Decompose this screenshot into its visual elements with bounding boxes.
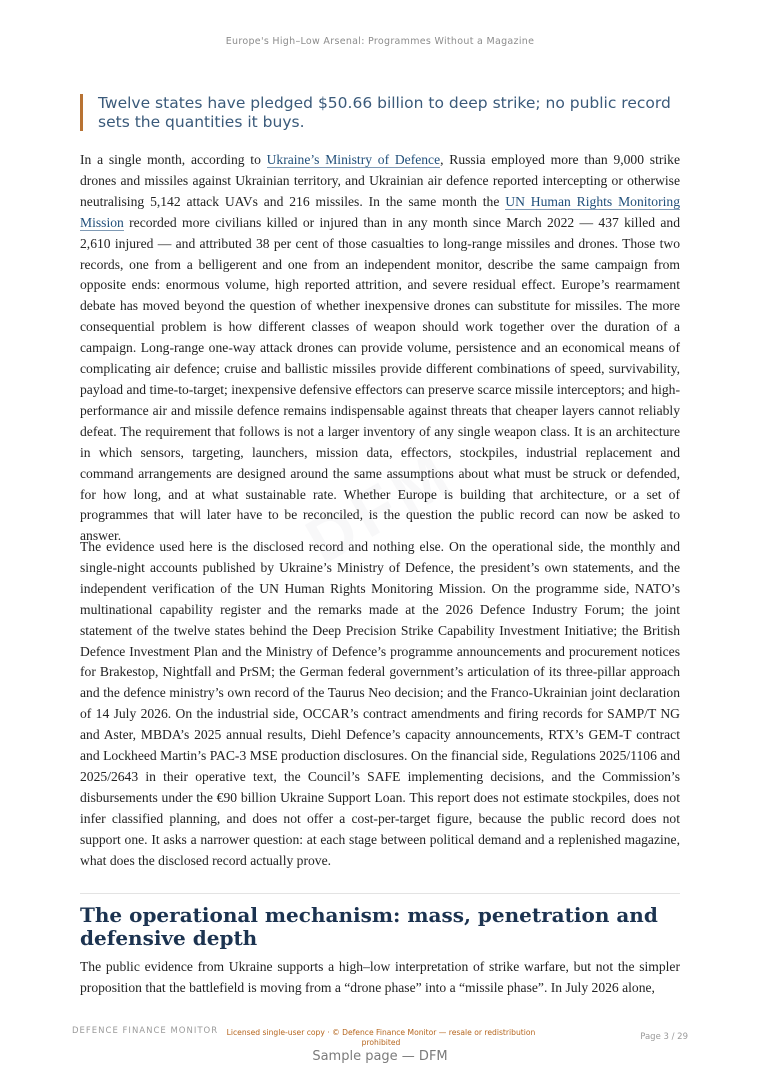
running-header: Europe's High–Low Arsenal: Programmes Without a Magazine xyxy=(225,36,535,47)
footer-license-notice: Licensed single-user copy · © Defence Finance Monitor — resale or redistribution prohibited xyxy=(226,1028,536,1047)
text-run: recorded more civilians killed or injured than in any month since March 2022 — 437 killed and 2,610 injured — and attributed 38 per cent of those casualties to long-range missiles and drones. Those two records, one from a belligerent and one from an independent monitor, describe the same campaign from opposite ends: enormous volume, high reported attrition, and severe residual effect. Europe’s rearmament debate has moved beyond the question of whether inexpensive drones can substitute for missiles. The more consequential problem is how different classes of weapon should work together over the duration of a campaign. Long-range one-way attack drones can provide volume, persistence and an economical means of complicating air defence; cruise and ballistic missiles provide different combinations of speed, survivability, payload and time-to-target; inexpensive defensive effectors can preserve scarce missile interceptors; and high-performance air and missile defence remains indispensable against threats that cheaper layers cannot reliably defeat. The requirement that follows is not a larger inventory of any single weapon class. It is an architecture in which sensors, targeting, launchers, mission data, effectors, stockpiles, industrial replacement and command arrangements are designed around the same assumptions about what must be struck or defended, for how long, and at what sustainable rate. Whether Europe is building that architecture, or a set of programmes that will later have to be reconciled, is the question the public record can now be asked to answer. xyxy=(80,214,680,544)
text-run: , Russia employed more than 9,000 strike drones and missiles against Ukrainian territory, and Ukrainian air defence reported intercepting or otherwise neutralising 5,142 attack UAVs and 216 missiles. In the same month the xyxy=(80,152,680,209)
pull-quote: Twelve states have pledged $50.66 billion to deep strike; no public record sets the quantities it buys. xyxy=(80,94,678,131)
section-divider xyxy=(80,893,680,894)
link-ukraine-mod[interactable]: Ukraine’s Ministry of Defence xyxy=(266,152,441,167)
section-paragraph-1 xyxy=(80,957,680,999)
paragraph-text: The public evidence from Ukraine supports a high–low interpretation of strike warfare, but not the simpler proposition that the battlefield is moving from a “drone phase” into a “missile phase”. In July 2026 alone, xyxy=(80,959,680,995)
body-paragraph-2 xyxy=(80,537,680,872)
watermark: DFM xyxy=(294,436,466,578)
footer-brand: DEFENCE FINANCE MONITOR xyxy=(72,1026,219,1036)
body-paragraph-1 xyxy=(80,150,680,547)
section-heading: The operational mechanism: mass, penetration and defensive depth xyxy=(80,903,658,950)
text-run: In a single month, according to xyxy=(80,152,267,167)
sample-page-label: Sample page — DFM xyxy=(312,1049,448,1064)
page-number: Page 3 / 29 xyxy=(640,1032,688,1042)
paragraph-text: The evidence used here is the disclosed record and nothing else. On the operational side, the monthly and single-night accounts published by Ukraine’s Ministry of Defence, the president’s own statements, and the independent verification of the UN Human Rights Monitoring Mission. On the programme side, NATO’s multinational capability register and the remarks made at the 2026 Defence Industry Forum; the joint statement of the twelve states behind the Deep Precision Strike Capability Investment Initiative; the British Defence Investment Plan and the Ministry of Defence’s programme announcements and procurement notices for Brakestop, Nightfall and PrSM; the German federal government’s articulation of its three-pillar approach and the defence ministry’s own record of the Taurus Neo decision; and the Franco-Ukrainian joint declaration of 14 July 2026. On the industrial side, OCCAR’s contract amendments and firing records for SAMP/T NG and Aster, MBDA’s 2025 annual results, Diehl Defence’s capacity announcements, RTX’s GEM-T contract and Lockheed Martin’s PAC-3 MSE production disclosures. On the financial side, Regulations 2025/1106 and 2025/2643 in their operative text, the Council’s SAFE implementing decisions, and the Commission’s disbursements under the €90 billion Ukraine Support Loan. This report does not estimate stockpiles, does not infer classified planning, and does not offer a cost-per-target figure, because the public record does not support one. It asks a narrower question: at each stage between political demand and a replenished magazine, what does the disclosed record actually prove. xyxy=(80,539,680,868)
link-un-hrmm[interactable]: UN Human Rights Monitoring Mission xyxy=(80,193,681,230)
